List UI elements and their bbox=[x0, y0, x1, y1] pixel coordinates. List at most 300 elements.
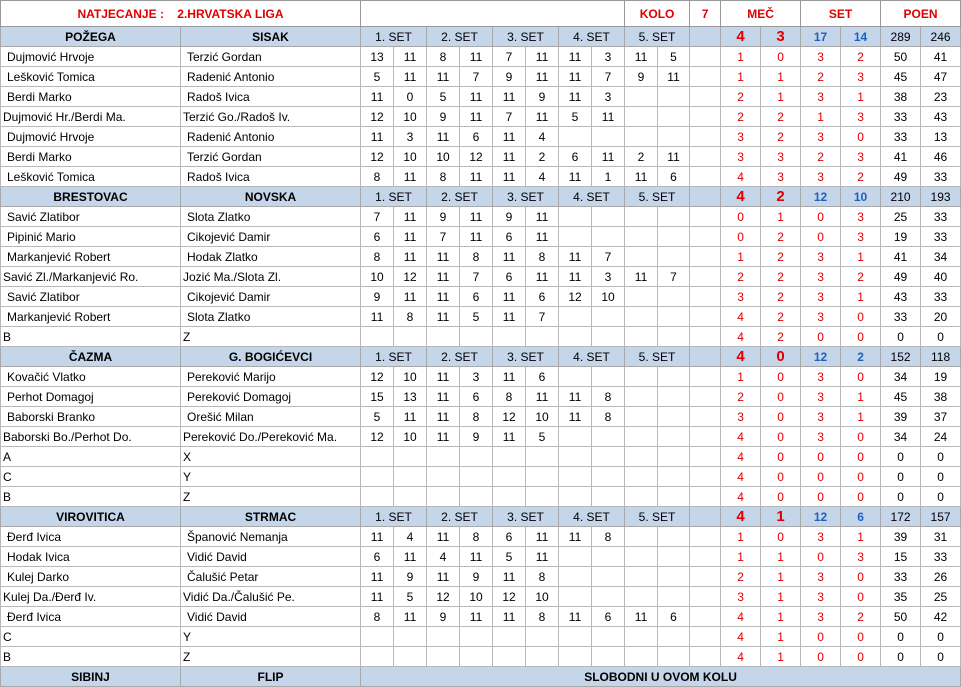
set-score bbox=[427, 487, 460, 507]
set-score: 11 bbox=[559, 387, 592, 407]
row-spacer bbox=[690, 427, 721, 447]
game-set-home: 3 bbox=[801, 527, 841, 547]
player-home: Markanjević Robert bbox=[1, 307, 181, 327]
competition-title-cell bbox=[1, 1, 361, 27]
set-score bbox=[526, 447, 559, 467]
game-points-home: 34 bbox=[881, 427, 921, 447]
player-away: Radoš Ivica bbox=[181, 167, 361, 187]
player-away: Terzić Gordan bbox=[181, 47, 361, 67]
set-score: 11 bbox=[460, 87, 493, 107]
row-spacer bbox=[690, 527, 721, 547]
game-mec-away: 1 bbox=[761, 547, 801, 567]
game-row bbox=[1, 467, 961, 487]
set-score: 11 bbox=[625, 267, 658, 287]
set-score: 11 bbox=[526, 387, 559, 407]
set-score bbox=[658, 367, 690, 387]
set-score: 11 bbox=[559, 527, 592, 547]
set-score: 12 bbox=[493, 587, 526, 607]
set-score bbox=[625, 287, 658, 307]
header-spacer bbox=[690, 347, 721, 367]
set-score: 10 bbox=[526, 407, 559, 427]
set-score: 6 bbox=[361, 547, 394, 567]
row-spacer bbox=[690, 167, 721, 187]
game-mec-away: 2 bbox=[761, 227, 801, 247]
player-home: Savić Zl./Markanjević Ro. bbox=[1, 267, 181, 287]
player-away: Radenić Antonio bbox=[181, 127, 361, 147]
set-score bbox=[394, 627, 427, 647]
game-points-away: 38 bbox=[921, 387, 961, 407]
set-score bbox=[394, 647, 427, 667]
set-score: 11 bbox=[658, 147, 690, 167]
set-score bbox=[592, 327, 625, 347]
game-set-home: 3 bbox=[801, 407, 841, 427]
game-mec-home: 4 bbox=[721, 607, 761, 627]
set-score: 11 bbox=[427, 247, 460, 267]
game-points-away: 43 bbox=[921, 107, 961, 127]
game-points-home: 33 bbox=[881, 127, 921, 147]
set-score bbox=[658, 467, 690, 487]
set-score bbox=[625, 587, 658, 607]
game-mec-away: 3 bbox=[761, 167, 801, 187]
player-home: B bbox=[1, 487, 181, 507]
set-score: 7 bbox=[592, 67, 625, 87]
team-away: SISAK bbox=[181, 27, 361, 47]
game-set-away: 2 bbox=[841, 267, 881, 287]
game-mec-away: 3 bbox=[761, 147, 801, 167]
set-score: 8 bbox=[526, 607, 559, 627]
set-score bbox=[625, 247, 658, 267]
set-score bbox=[493, 487, 526, 507]
player-home: B bbox=[1, 327, 181, 347]
game-points-home: 34 bbox=[881, 367, 921, 387]
set-score: 10 bbox=[427, 147, 460, 167]
game-mec-home: 3 bbox=[721, 587, 761, 607]
game-set-home: 0 bbox=[801, 627, 841, 647]
set-score: 6 bbox=[493, 527, 526, 547]
league-name: 2.HRVATSKA LIGA bbox=[177, 6, 284, 21]
set-score: 11 bbox=[427, 427, 460, 447]
set-score: 12 bbox=[361, 367, 394, 387]
game-set-home: 2 bbox=[801, 67, 841, 87]
title-row bbox=[1, 1, 961, 27]
header-spacer bbox=[690, 27, 721, 47]
game-row bbox=[1, 87, 961, 107]
set-score: 5 bbox=[460, 307, 493, 327]
set-score: 5 bbox=[394, 587, 427, 607]
game-points-away: 46 bbox=[921, 147, 961, 167]
row-spacer bbox=[690, 447, 721, 467]
set-score: 12 bbox=[460, 147, 493, 167]
set-score: 4 bbox=[526, 167, 559, 187]
set-score bbox=[559, 567, 592, 587]
row-spacer bbox=[690, 307, 721, 327]
set-score: 12 bbox=[427, 587, 460, 607]
set-score: 7 bbox=[658, 267, 690, 287]
row-spacer bbox=[690, 87, 721, 107]
game-mec-home: 4 bbox=[721, 647, 761, 667]
set-score: 11 bbox=[559, 167, 592, 187]
set-score bbox=[427, 467, 460, 487]
set-score bbox=[493, 627, 526, 647]
set-score: 11 bbox=[526, 227, 559, 247]
game-points-away: 33 bbox=[921, 227, 961, 247]
game-points-away: 0 bbox=[921, 647, 961, 667]
game-mec-away: 0 bbox=[761, 427, 801, 447]
game-row bbox=[1, 67, 961, 87]
set-score: 11 bbox=[526, 67, 559, 87]
set-score bbox=[592, 227, 625, 247]
set-column-header: 5. SET bbox=[625, 347, 690, 367]
points-total-home: 172 bbox=[881, 507, 921, 527]
set-score bbox=[559, 647, 592, 667]
set-score: 5 bbox=[361, 67, 394, 87]
game-set-away: 0 bbox=[841, 647, 881, 667]
set-score bbox=[559, 207, 592, 227]
set-score bbox=[592, 207, 625, 227]
set-column-header: 1. SET bbox=[361, 187, 427, 207]
game-row bbox=[1, 127, 961, 147]
game-points-home: 39 bbox=[881, 407, 921, 427]
game-points-home: 15 bbox=[881, 547, 921, 567]
set-score bbox=[658, 587, 690, 607]
set-column-header: 1. SET bbox=[361, 507, 427, 527]
set-score: 7 bbox=[592, 247, 625, 267]
set-score: 6 bbox=[526, 367, 559, 387]
set-score: 7 bbox=[493, 107, 526, 127]
set-column-header: 2. SET bbox=[427, 187, 493, 207]
set-score bbox=[394, 467, 427, 487]
row-spacer bbox=[690, 147, 721, 167]
game-row bbox=[1, 267, 961, 287]
game-set-home: 0 bbox=[801, 467, 841, 487]
set-column-header: 4. SET bbox=[559, 507, 625, 527]
game-mec-home: 1 bbox=[721, 367, 761, 387]
set-score: 13 bbox=[361, 47, 394, 67]
game-set-home: 3 bbox=[801, 367, 841, 387]
game-points-home: 43 bbox=[881, 287, 921, 307]
game-set-away: 3 bbox=[841, 547, 881, 567]
set-score bbox=[361, 467, 394, 487]
set-score: 11 bbox=[526, 47, 559, 67]
game-mec-away: 1 bbox=[761, 207, 801, 227]
set-score bbox=[658, 307, 690, 327]
set-score bbox=[658, 87, 690, 107]
sets-total-home: 12 bbox=[801, 347, 841, 367]
set-column-header: 3. SET bbox=[493, 187, 559, 207]
game-mec-away: 2 bbox=[761, 307, 801, 327]
game-points-home: 50 bbox=[881, 607, 921, 627]
player-away: Vidić David bbox=[181, 607, 361, 627]
game-set-home: 3 bbox=[801, 247, 841, 267]
game-set-away: 0 bbox=[841, 567, 881, 587]
game-mec-away: 0 bbox=[761, 467, 801, 487]
set-score: 11 bbox=[361, 587, 394, 607]
row-spacer bbox=[690, 67, 721, 87]
player-away: Pereković Marijo bbox=[181, 367, 361, 387]
set-score: 11 bbox=[493, 567, 526, 587]
set-score: 9 bbox=[427, 207, 460, 227]
set-score bbox=[625, 527, 658, 547]
row-spacer bbox=[690, 587, 721, 607]
player-home: Kovačić Vlatko bbox=[1, 367, 181, 387]
set-score: 6 bbox=[658, 607, 690, 627]
set-score: 11 bbox=[559, 47, 592, 67]
game-set-away: 0 bbox=[841, 367, 881, 387]
game-set-home: 3 bbox=[801, 267, 841, 287]
set-score: 3 bbox=[592, 47, 625, 67]
row-spacer bbox=[690, 107, 721, 127]
set-score bbox=[592, 567, 625, 587]
set-score: 8 bbox=[460, 247, 493, 267]
match-header-row bbox=[1, 507, 961, 527]
game-set-home: 3 bbox=[801, 567, 841, 587]
set-score bbox=[526, 327, 559, 347]
set-score: 8 bbox=[427, 47, 460, 67]
game-set-home: 3 bbox=[801, 387, 841, 407]
game-row bbox=[1, 427, 961, 447]
set-score bbox=[493, 647, 526, 667]
set-score: 12 bbox=[361, 107, 394, 127]
match-score-away: 3 bbox=[761, 27, 801, 47]
game-set-away: 3 bbox=[841, 147, 881, 167]
set-score: 11 bbox=[361, 527, 394, 547]
team-away: STRMAC bbox=[181, 507, 361, 527]
game-set-home: 0 bbox=[801, 207, 841, 227]
game-points-home: 0 bbox=[881, 467, 921, 487]
set-score: 11 bbox=[394, 167, 427, 187]
game-points-home: 0 bbox=[881, 647, 921, 667]
set-score bbox=[559, 547, 592, 567]
sets-total-away: 6 bbox=[841, 507, 881, 527]
set-score bbox=[526, 467, 559, 487]
game-points-home: 41 bbox=[881, 147, 921, 167]
set-score bbox=[625, 467, 658, 487]
game-mec-home: 3 bbox=[721, 127, 761, 147]
player-home: C bbox=[1, 467, 181, 487]
set-score bbox=[526, 487, 559, 507]
game-mec-away: 1 bbox=[761, 627, 801, 647]
game-mec-away: 0 bbox=[761, 447, 801, 467]
set-score bbox=[592, 467, 625, 487]
set-score: 12 bbox=[361, 427, 394, 447]
set-score bbox=[592, 127, 625, 147]
set-score: 11 bbox=[394, 287, 427, 307]
player-home: Baborski Branko bbox=[1, 407, 181, 427]
game-set-home: 3 bbox=[801, 307, 841, 327]
set-score: 11 bbox=[427, 307, 460, 327]
set-score: 11 bbox=[460, 607, 493, 627]
points-total-home: 152 bbox=[881, 347, 921, 367]
game-points-home: 38 bbox=[881, 87, 921, 107]
row-spacer bbox=[690, 207, 721, 227]
player-away: Z bbox=[181, 487, 361, 507]
set-score: 10 bbox=[394, 427, 427, 447]
game-points-home: 45 bbox=[881, 67, 921, 87]
game-points-away: 40 bbox=[921, 267, 961, 287]
player-away: Slota Zlatko bbox=[181, 307, 361, 327]
set-score bbox=[559, 307, 592, 327]
set-score: 2 bbox=[625, 147, 658, 167]
set-score: 10 bbox=[394, 107, 427, 127]
natjecanje-label: NATJECANJE : bbox=[77, 6, 164, 21]
game-row bbox=[1, 307, 961, 327]
set-score: 12 bbox=[394, 267, 427, 287]
set-score: 9 bbox=[427, 107, 460, 127]
set-score bbox=[592, 447, 625, 467]
game-points-home: 33 bbox=[881, 107, 921, 127]
game-row bbox=[1, 527, 961, 547]
set-score bbox=[460, 627, 493, 647]
game-mec-home: 4 bbox=[721, 447, 761, 467]
set-score: 11 bbox=[625, 167, 658, 187]
set-score bbox=[559, 127, 592, 147]
player-home: Berdi Marko bbox=[1, 147, 181, 167]
set-score: 11 bbox=[526, 107, 559, 127]
game-set-away: 2 bbox=[841, 47, 881, 67]
game-mec-away: 0 bbox=[761, 387, 801, 407]
match-header-row bbox=[1, 347, 961, 367]
points-total-away: 246 bbox=[921, 27, 961, 47]
player-away: Cikojević Damir bbox=[181, 287, 361, 307]
set-score bbox=[493, 447, 526, 467]
set-score bbox=[625, 647, 658, 667]
player-away: Cikojević Damir bbox=[181, 227, 361, 247]
game-points-away: 0 bbox=[921, 627, 961, 647]
player-home: Dujmović Hr./Berdi Ma. bbox=[1, 107, 181, 127]
set-score: 11 bbox=[427, 527, 460, 547]
game-set-home: 0 bbox=[801, 647, 841, 667]
set-score bbox=[427, 627, 460, 647]
sets-total-home: 12 bbox=[801, 507, 841, 527]
set-score bbox=[559, 487, 592, 507]
set-score bbox=[658, 407, 690, 427]
set-score bbox=[658, 627, 690, 647]
game-mec-away: 2 bbox=[761, 107, 801, 127]
set-score: 11 bbox=[526, 527, 559, 547]
set-score bbox=[625, 307, 658, 327]
set-score: 7 bbox=[460, 267, 493, 287]
set-score: 12 bbox=[493, 407, 526, 427]
game-mec-home: 4 bbox=[721, 487, 761, 507]
game-mec-away: 1 bbox=[761, 587, 801, 607]
set-score: 3 bbox=[460, 367, 493, 387]
game-mec-home: 1 bbox=[721, 47, 761, 67]
set-score bbox=[625, 447, 658, 467]
player-away: Vidić David bbox=[181, 547, 361, 567]
set-score: 8 bbox=[361, 167, 394, 187]
player-away: Orešić Milan bbox=[181, 407, 361, 427]
set-score: 8 bbox=[526, 247, 559, 267]
set-score: 11 bbox=[493, 127, 526, 147]
set-column-header: 1. SET bbox=[361, 347, 427, 367]
game-row bbox=[1, 107, 961, 127]
game-row bbox=[1, 547, 961, 567]
set-score: 5 bbox=[658, 47, 690, 67]
set-score: 11 bbox=[493, 367, 526, 387]
set-score: 9 bbox=[526, 87, 559, 107]
set-score bbox=[394, 487, 427, 507]
game-mec-away: 1 bbox=[761, 647, 801, 667]
bye-note: SLOBODNI U OVOM KOLU bbox=[361, 667, 961, 687]
player-away: Radoš Ivica bbox=[181, 87, 361, 107]
game-mec-away: 2 bbox=[761, 247, 801, 267]
set-score: 11 bbox=[559, 247, 592, 267]
sets-total-away: 14 bbox=[841, 27, 881, 47]
set-score: 5 bbox=[493, 547, 526, 567]
game-set-home: 1 bbox=[801, 107, 841, 127]
row-spacer bbox=[690, 627, 721, 647]
set-score: 10 bbox=[361, 267, 394, 287]
set-score: 11 bbox=[493, 427, 526, 447]
game-points-away: 25 bbox=[921, 587, 961, 607]
set-score: 4 bbox=[427, 547, 460, 567]
set-score: 11 bbox=[361, 87, 394, 107]
set-score: 15 bbox=[361, 387, 394, 407]
set-score: 11 bbox=[361, 127, 394, 147]
game-set-home: 2 bbox=[801, 147, 841, 167]
row-spacer bbox=[690, 47, 721, 67]
bye-team-away: FLIP bbox=[181, 667, 361, 687]
set-score: 1 bbox=[592, 167, 625, 187]
set-label: SET bbox=[801, 1, 881, 27]
set-score bbox=[658, 247, 690, 267]
set-score bbox=[658, 227, 690, 247]
set-score bbox=[427, 447, 460, 467]
game-points-away: 0 bbox=[921, 327, 961, 347]
sets-total-away: 2 bbox=[841, 347, 881, 367]
set-score bbox=[592, 627, 625, 647]
game-points-away: 0 bbox=[921, 487, 961, 507]
team-home: VIROVITICA bbox=[1, 507, 181, 527]
player-home: Markanjević Robert bbox=[1, 247, 181, 267]
game-mec-home: 0 bbox=[721, 227, 761, 247]
kolo-label: KOLO bbox=[625, 1, 690, 27]
set-score bbox=[658, 527, 690, 547]
set-score: 9 bbox=[493, 207, 526, 227]
set-score bbox=[592, 487, 625, 507]
set-score bbox=[559, 327, 592, 347]
player-away: Španović Nemanja bbox=[181, 527, 361, 547]
player-home: Hodak Ivica bbox=[1, 547, 181, 567]
team-away: NOVSKA bbox=[181, 187, 361, 207]
set-score bbox=[658, 547, 690, 567]
set-score: 8 bbox=[427, 167, 460, 187]
game-points-away: 33 bbox=[921, 167, 961, 187]
game-mec-away: 0 bbox=[761, 47, 801, 67]
set-score: 6 bbox=[460, 127, 493, 147]
set-score: 11 bbox=[460, 47, 493, 67]
set-score: 12 bbox=[559, 287, 592, 307]
set-score: 11 bbox=[526, 267, 559, 287]
game-points-away: 33 bbox=[921, 547, 961, 567]
player-away: X bbox=[181, 447, 361, 467]
set-score: 4 bbox=[394, 527, 427, 547]
set-score: 2 bbox=[526, 147, 559, 167]
set-score: 11 bbox=[493, 167, 526, 187]
player-away: Y bbox=[181, 627, 361, 647]
set-score: 11 bbox=[460, 207, 493, 227]
player-away: Jozić Ma./Slota Zl. bbox=[181, 267, 361, 287]
set-score: 11 bbox=[394, 207, 427, 227]
set-score bbox=[394, 327, 427, 347]
set-score: 11 bbox=[493, 307, 526, 327]
set-score bbox=[460, 487, 493, 507]
set-score bbox=[361, 487, 394, 507]
set-score bbox=[559, 467, 592, 487]
game-set-away: 0 bbox=[841, 447, 881, 467]
game-row bbox=[1, 247, 961, 267]
set-column-header: 4. SET bbox=[559, 27, 625, 47]
